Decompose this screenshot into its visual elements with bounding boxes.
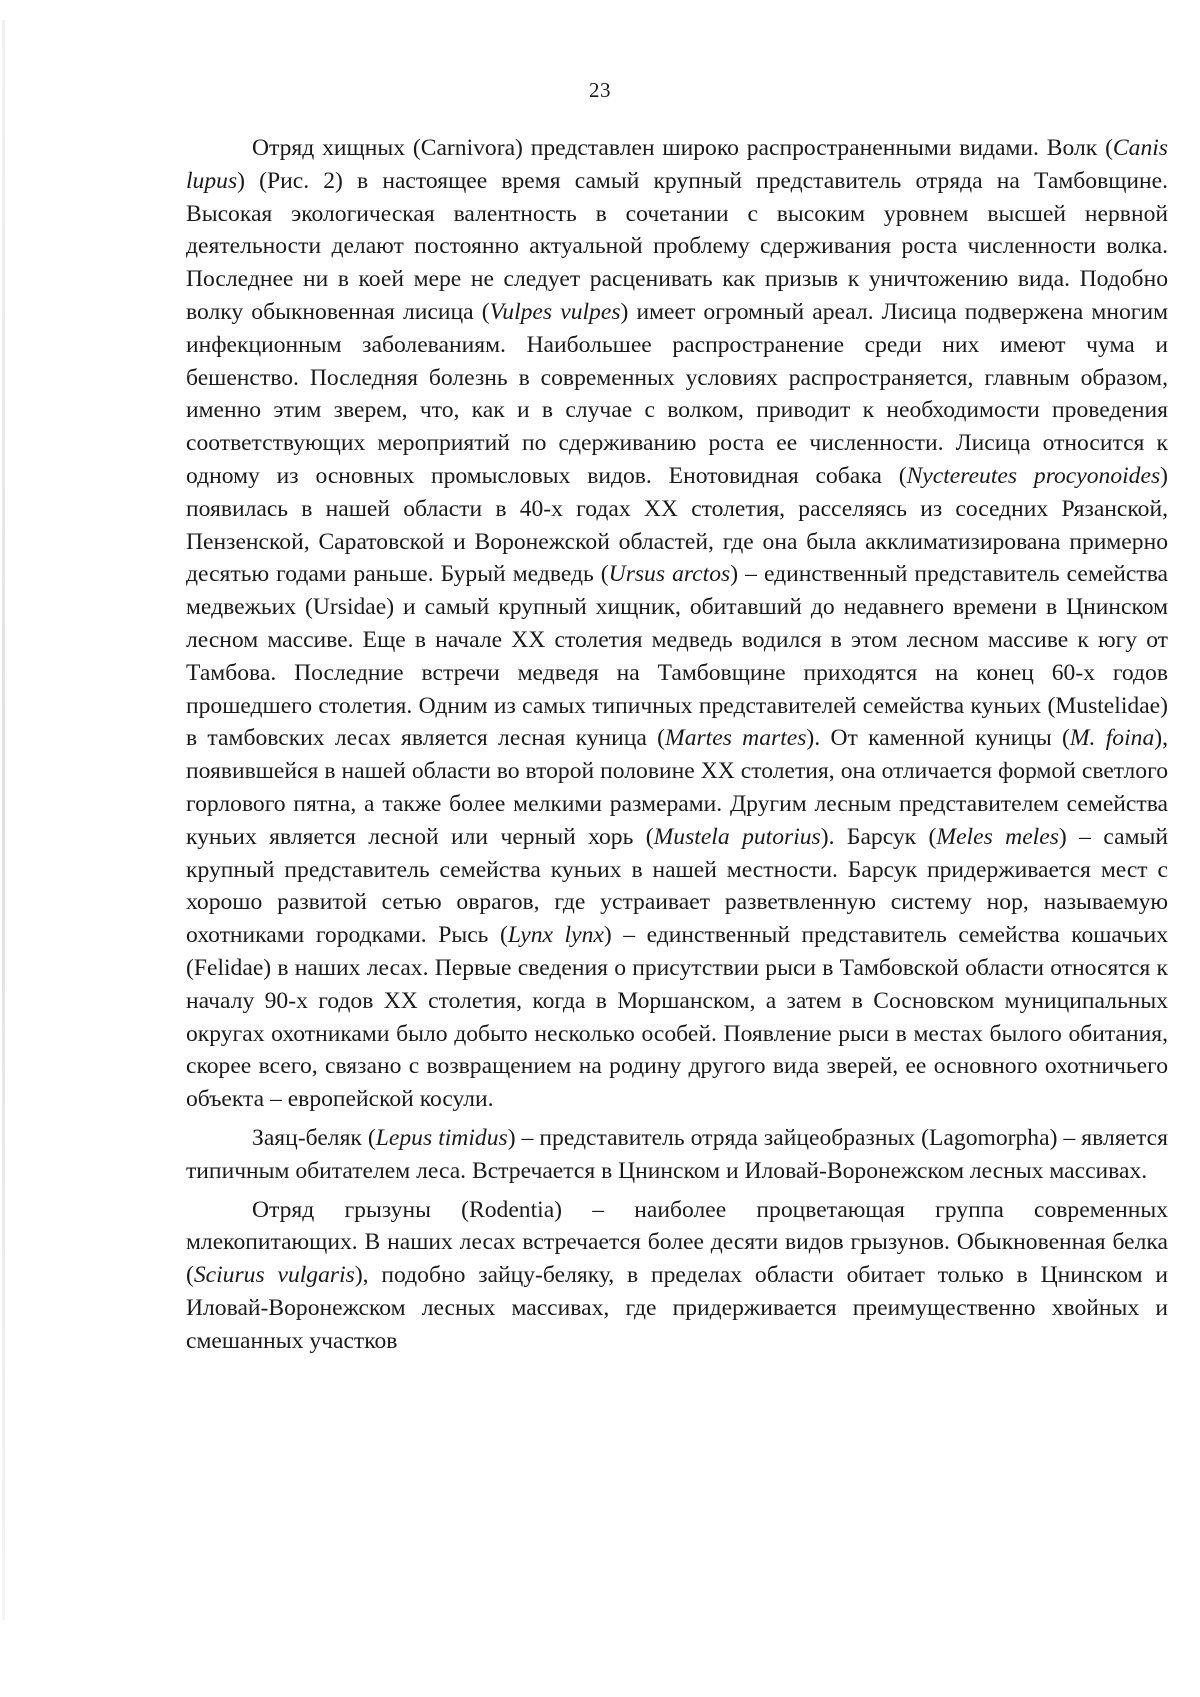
text-run: ) – самый крупный представитель семейства куньих в нашей местности. Барсук придерживается мест с хорошо развитой сетью оврагов, где устраивает разветвленную систему нор, называемую охотниками городками. Рысь ( (186, 823, 1169, 949)
text-run: ). От каменной куницы ( (806, 725, 1070, 752)
paragraph-carnivora (186, 132, 1168, 1116)
species-name: Lynx lynx (507, 922, 604, 949)
text-run: ), подобно зайцу-беляку, в пределах области обитает только в Цнинском и Иловай-Воронежском лесных массивах, где придерживается преимущественно хвойных и смешанных участков (186, 1262, 1168, 1354)
species-name: M. foina (1069, 725, 1155, 752)
text-run: Отряд грызуны (Rodentia) – наиболее процветающая группа современных млекопитающих. В наших лесах встречается более десяти видов грызунов. Обыкновенная белка ( (186, 1196, 1168, 1289)
paragraph-rodentia (186, 1194, 1168, 1358)
text-run: ) – представитель отряда зайцеобразных (Lagomorpha) – является типичным обитателем леса. Встречается в Цнинском и Иловай-Воронежском лесных массивах. (186, 1124, 1169, 1184)
species-name: Ursus arctos (608, 561, 731, 588)
species-name: Vulpes vulpes (489, 298, 621, 325)
paragraph-lagomorpha (186, 1122, 1168, 1188)
scan-edge-artifact (2, 20, 5, 1620)
body-text (186, 132, 1168, 1357)
text-run: ) (Рис. 2) в настоящее время самый крупный представитель отряда на Тамбовщине. Высокая экологическая валентность в сочетании с высоким уровнем высшей нервной деятельности делают постоянно актуальной проблему сдерживания роста численности волка. Последнее ни в коей мере не следует расценивать как призыв к уничтожению вида. Подобно волку обыкновенная лисица ( (186, 167, 1168, 325)
species-name: Canis lupus (186, 135, 1168, 194)
species-name: Nyctereutes procyonoides (906, 462, 1161, 489)
text-run: ), появившейся в нашей области во второй половине XX столетия, она отличается формой светлого горлового пятна, а также более мелкими размерами. Другим лесным представителем семейства куньих является лесной или черный хорь ( (186, 725, 1169, 850)
species-name: Sciurus vulgaris (193, 1262, 355, 1289)
text-run: ) имеет огромный ареал. Лисица подвержена многим инфекционным заболеваниям. Наибольшее распространение среди них имеют чума и бешенство. Последняя болезнь в современных условиях распространяется, главным образом, именно этим зверем, что, как и в случае с волком, приводит к необходимости проведения соответствующих мероприятий по сдерживанию роста ее численности. Лисица относится к одному из основных промысловых видов. Енотовидная собака ( (186, 298, 1169, 489)
text-run: ). Барсук ( (820, 823, 937, 850)
text-run: Заяц-беляк ( (252, 1124, 376, 1151)
page-number: 23 (589, 78, 611, 102)
species-name: Meles meles (936, 823, 1059, 850)
species-name: Lepus timidus (375, 1124, 508, 1151)
text-run: Отряд хищных (Carnivora) представлен широко распространенными видами. Волк ( (252, 135, 1113, 161)
text-run: ) – единственный представитель семейства медвежьих (Ursidae) и самый крупный хищник, обитавший до недавнего времени в Цнинском лесном массиве. Еще в начале XX столетия медведь водился в этом лесном массиве к югу от Тамбова. Последние встречи медведя на Тамбовщине приходятся на конец 60-х годов прошедшего столетия. Одним из самых типичных представителей семейства куньих (Mustelidae) в тамбовских лесах является лесная куница ( (186, 561, 1168, 752)
species-name: Martes martes (665, 725, 807, 752)
text-run: ) – единственный представитель семейства кошачьих (Felidae) в наших лесах. Первые сведения о присутствии рыси в Тамбовской области относятся к началу 90-х годов XX столетия, когда в Моршанском, а затем в Сосновском муниципальных округах охотниками было добыто несколько особей. Появление рыси в местах былого обитания, скорее всего, связано с возвращением на родину другого вида зверей, ее основного охотничьего объекта – европейской косули. (186, 922, 1169, 1113)
text-run: ) появилась в нашей области в 40-х годах XX столетия, расселяясь из соседних Рязанской, Пензенской, Саратовской и Воронежской областей, где она была акклиматизирована примерно десятью годами раньше. Бурый медведь ( (186, 462, 1168, 588)
species-name: Mustela putorius (653, 823, 821, 850)
